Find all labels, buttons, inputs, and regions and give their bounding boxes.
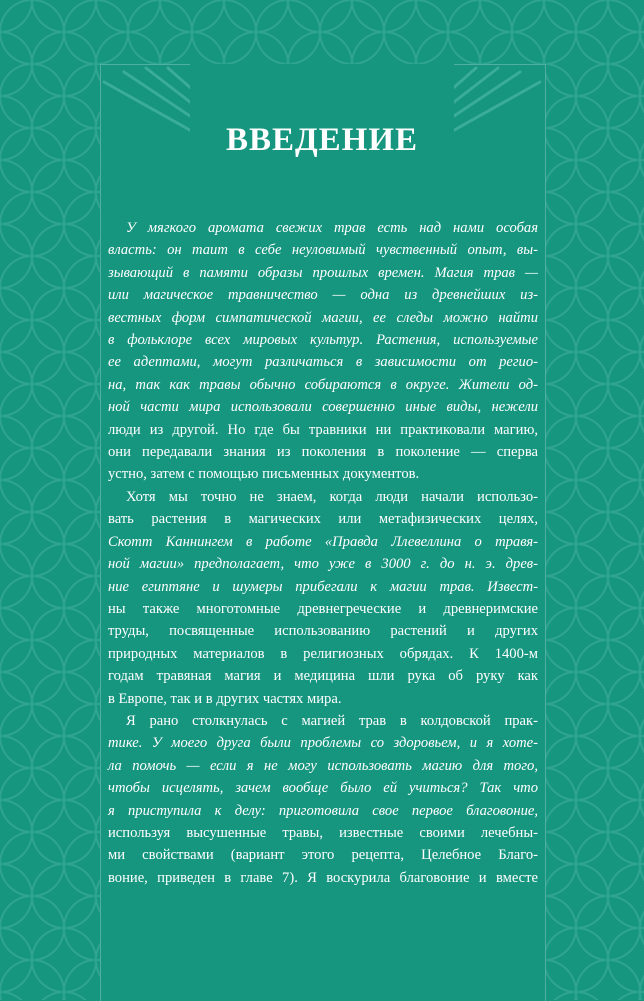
text-line: зывающий в памяти образы прошлых времен. Магия трав — (108, 264, 538, 281)
text-line: тике. У моего друга были проблемы со здоровьем, и я хоте- (108, 735, 538, 752)
text-line: вать растения в магических или метафизических целях, (108, 511, 538, 528)
text-line: Скотт Каннингем в работе «Правда Ллевеллина о травя- (108, 533, 538, 550)
text-line: труды, посвященные использованию растений и других (108, 623, 538, 640)
text-line: чтобы исцелять, зачем вообще было ей учиться? Так что (108, 780, 538, 797)
text-line: устно, затем с помощью письменных документов. (108, 466, 420, 483)
text-line: ее адептами, могут различаться в зависимости от регио- (108, 354, 538, 371)
text-line: или магическое травничество — одна из древнейших из- (108, 287, 538, 304)
text-line: ми свойствами (вариант этого рецепта, Целебное Благо- (108, 847, 538, 864)
text-line: ной части мира использовали совершенно иные виды, нежели (108, 399, 538, 416)
text-line: власть: он таит в себе неуловимый чувственный опыт, вы- (108, 242, 538, 259)
text-line: годам травяная магия и медицина шли рука об руку как (108, 668, 538, 685)
text-line: они передавали знания из поколения в поколение — сперва (108, 444, 538, 461)
text-line: ны также многотомные древнегреческие и древнеримские (108, 600, 538, 617)
text-line: природных материалов в религиозных обрядах. К 1400-м (108, 645, 538, 662)
text-line: используя высушенные травы, известные своими лечебны- (108, 824, 538, 841)
body-text (108, 217, 538, 889)
chapter-title: ВВЕДЕНИЕ (225, 122, 419, 158)
text-line: я приступила к делу: приготовила свое первое благовоние, (108, 802, 538, 819)
text-line: вестных форм симпатической магии, ее следы можно найти (108, 309, 538, 326)
text-line: люди из другой. Но где бы травники ни практиковали магию, (108, 421, 538, 438)
text-line: ла помочь — если я не могу использовать магию для того, (108, 757, 538, 774)
text-line: ной магии» предполагает, что уже в 3000 г. до н. э. древ- (108, 556, 538, 573)
text-line: Я рано столкнулась с магией трав в колдовской прак- (126, 712, 538, 729)
text-line: в Европе, так и в других частях мира. (108, 690, 342, 707)
text-line: Хотя мы точно не знаем, когда люди начали использо- (126, 488, 538, 505)
text-line: ние египтяне и шумеры прибегали к магии трав. Извест- (108, 578, 538, 595)
text-line: на, так как травы обычно собираются в округе. Жители од- (108, 376, 538, 393)
text-line: в фольклоре всех мировых культур. Растения, используемые (108, 332, 538, 349)
text-line: У мягкого аромата свежих трав есть над нами особая (126, 220, 538, 236)
text-line: воние, приведен в главе 7). Я воскурила благовоние и вместе (108, 869, 538, 886)
